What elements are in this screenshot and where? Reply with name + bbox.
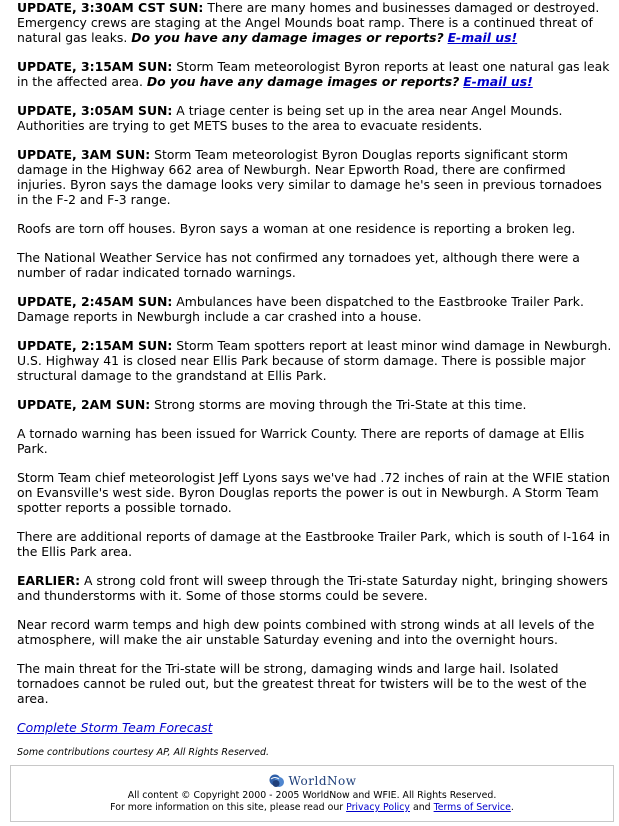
update-paragraph (17, 147, 613, 207)
update-paragraph (17, 103, 613, 133)
update-heading: EARLIER: (17, 573, 81, 588)
email-us-link[interactable]: E-mail us! (463, 74, 533, 89)
story-paragraph: Storm Team chief meteorologist Jeff Lyons says we've had .72 inches of rain at the WFIE station on Evansville's west side. Byron Douglas reports the power is out in Newburgh. A Storm Team spotter reports a possible tornado. (17, 470, 610, 515)
update-paragraph (17, 59, 613, 89)
terms-of-service-link[interactable]: Terms of Service (433, 802, 511, 813)
update-paragraph (17, 573, 613, 603)
story-paragraph: There are additional reports of damage at the Eastbrooke Trailer Park, which is south of I-164 in the Ellis Park area. (17, 529, 611, 559)
info-line (11, 802, 613, 814)
article-body (17, 0, 613, 759)
brand-name: WorldNow (288, 774, 357, 788)
and-text: and (409, 802, 434, 813)
update-paragraph (17, 397, 613, 412)
damage-request: Do you have any damage images or reports? (146, 74, 460, 89)
update-heading: UPDATE, 2:45AM SUN: (17, 294, 173, 309)
story-paragraph: The National Weather Service has not confirmed any tornadoes yet, although there were a number of radar indicated tornado warnings. (17, 250, 580, 280)
forecast-line (17, 720, 613, 735)
ap-credit: Some contributions courtesy AP, All Rights Reserved. (17, 747, 270, 758)
story-paragraph: A tornado warning has been issued for Warrick County. There are reports of damage at Ellis Park. (17, 426, 585, 456)
update-heading: UPDATE, 3:30AM CST SUN: (17, 0, 204, 15)
damage-request: Do you have any damage images or reports? (131, 30, 444, 45)
update-heading: UPDATE, 2:15AM SUN: (17, 338, 173, 353)
update-text: There are many homes and businesses damaged or destroyed. Emergency crews are staging at the Angel Mounds boat ramp. There is a continued threat of natural gas leaks. (17, 0, 600, 45)
info-prefix: For more information on this site, please read our (110, 802, 347, 813)
worldnow-logo[interactable] (11, 772, 613, 790)
update-text: A strong cold front will sweep through the Tri-state Saturday night, bringing showers and thunderstorms with it. Some of those storms could be severe. (17, 573, 608, 603)
story-paragraph: Near record warm temps and high dew points combined with strong winds at all levels of the atmosphere, will make the air unstable Saturday evening and into the overnight hours. (17, 617, 595, 647)
update-text: Ambulances have been dispatched to the Eastbrooke Trailer Park. Damage reports in Newburgh include a car crashed into a house. (17, 294, 584, 324)
update-text: A triage center is being set up in the area near Angel Mounds. Authorities are trying to get METS buses to the area to evacuate residents. (17, 103, 563, 133)
update-heading: UPDATE, 2AM SUN: (17, 397, 151, 412)
update-text: Strong storms are moving through the Tri-State at this time. (150, 397, 527, 412)
update-text: Storm Team meteorologist Byron Douglas reports significant storm damage in the Highway 662 area of Newburgh. Near Epworth Road, there are confirmed injuries. Byron says the damage looks very similar to damage he's seen in previous tornadoes in the F-2 and F-3 range. (17, 147, 602, 207)
forecast-link[interactable]: Complete Storm Team Forecast (17, 720, 213, 735)
privacy-policy-link[interactable]: Privacy Policy (346, 802, 410, 813)
update-heading: UPDATE, 3:05AM SUN: (17, 103, 173, 118)
update-text: Storm Team meteorologist Byron reports at least one natural gas leak in the affected area. (17, 59, 610, 89)
update-paragraph (17, 294, 613, 324)
update-heading: UPDATE, 3AM SUN: (17, 147, 151, 162)
email-us-link[interactable]: E-mail us! (447, 30, 518, 45)
site-footer (10, 765, 614, 822)
update-heading: UPDATE, 3:15AM SUN: (17, 59, 173, 74)
update-text: Storm Team spotters report at least minor wind damage in Newburgh. U.S. Highway 41 is closed near Ellis Park because of storm damage. There is possible major structural damage to the grandstand at Ellis Park. (17, 338, 612, 383)
copyright-line: All content © Copyright 2000 - 2005 WorldNow and WFIE. All Rights Reserved. (127, 790, 497, 801)
story-paragraph: The main threat for the Tri-state will be strong, damaging winds and large hail. Isolated tornadoes cannot be ruled out, but the greatest threat for twisters will be to the west of the area. (17, 661, 587, 706)
update-paragraph (17, 0, 613, 45)
story-paragraph: Roofs are torn off houses. Byron says a woman at one residence is reporting a broken leg. (17, 221, 576, 236)
update-paragraph (17, 338, 613, 383)
period-text: . (510, 802, 514, 813)
worldnow-globe-icon (268, 773, 286, 789)
